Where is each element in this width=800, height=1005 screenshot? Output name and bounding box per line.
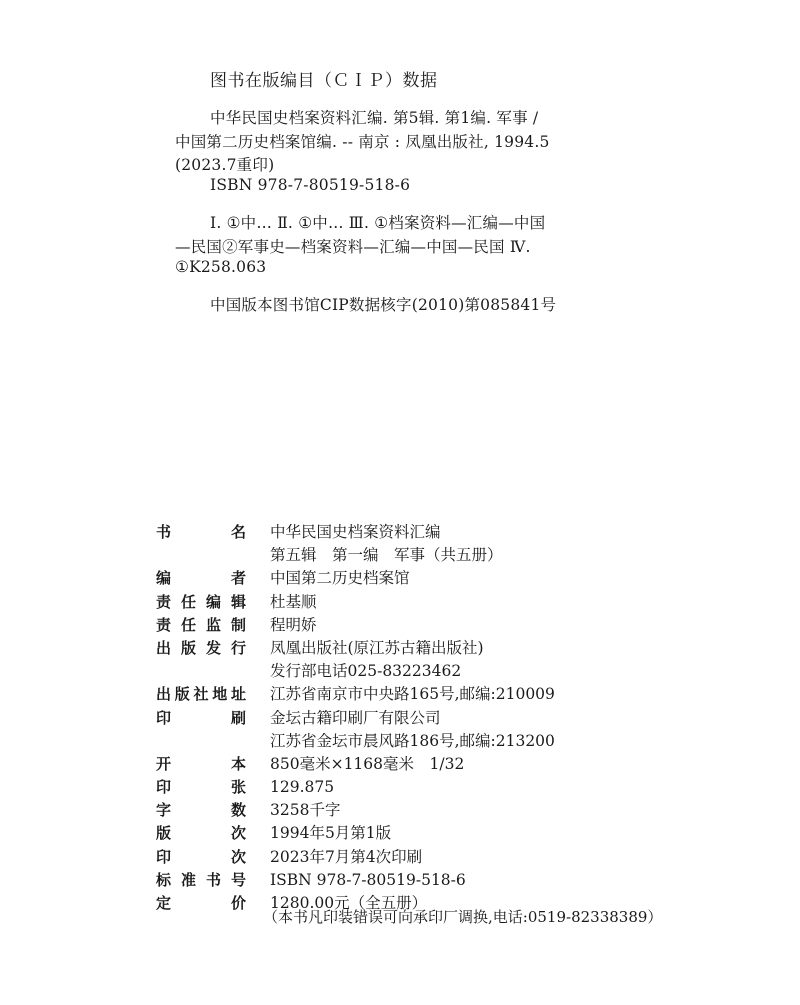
cip-record-line: ISBN 978-7-80519-518-6 — [210, 176, 411, 194]
cip-heading: 图书在版编目（ＣＩＰ）数据 — [210, 71, 438, 91]
cip-record-line: 中华民国史档案资料汇编. 第5辑. 第1编. 军事 / — [210, 109, 539, 127]
colophon-label-char: 号 — [230, 870, 246, 889]
colophon-value: 江苏省金坛市晨风路186号,邮编:213200 — [270, 731, 555, 750]
colophon-row — [156, 776, 716, 799]
cip-record-line: 中国第二历史档案馆编. -- 南京 : 凤凰出版社, 1994.5 — [175, 133, 550, 151]
colophon-label-char: 版 — [156, 824, 172, 843]
colophon-value: 凤凰出版社(原江苏古籍出版社) — [270, 638, 484, 657]
colophon-label — [156, 846, 246, 868]
colophon-value: 850毫米×1168毫米 1/32 — [270, 754, 465, 773]
colophon-label-char: 监 — [205, 615, 221, 634]
colophon-label — [156, 822, 246, 844]
colophon-value: 程明娇 — [270, 615, 317, 634]
colophon-label-char: 责 — [156, 615, 172, 634]
colophon-row — [156, 614, 716, 637]
colophon-row — [156, 544, 716, 567]
colophon-label-char: 辑 — [230, 592, 246, 611]
colophon-label-char: 者 — [230, 569, 246, 588]
colophon-label-char: 版 — [174, 685, 190, 704]
colophon-label-char: 责 — [156, 592, 172, 611]
colophon-label-char: 版 — [180, 638, 196, 657]
colophon-row — [156, 869, 716, 892]
colophon-label — [156, 892, 246, 914]
colophon-row — [156, 521, 716, 544]
colophon-label-char: 出 — [156, 685, 172, 704]
colophon-label-char: 发 — [205, 638, 221, 657]
colophon-label — [156, 567, 246, 589]
colophon-label-char: 字 — [156, 801, 172, 820]
colophon-label — [156, 521, 246, 543]
colophon-label-char: 编 — [156, 569, 172, 588]
colophon-label-char: 次 — [230, 824, 246, 843]
colophon-value: ISBN 978-7-80519-518-6 — [270, 870, 466, 889]
colophon-value: 1280.00元（全五册） — [270, 894, 428, 912]
colophon-label-char: 次 — [230, 847, 246, 866]
colophon-label-char: 准 — [180, 870, 196, 889]
colophon-row — [156, 730, 716, 753]
cip-classification-line: Ⅰ. ①中… Ⅱ. ①中… Ⅲ. ①档案资料—汇编—中国 — [210, 214, 546, 232]
colophon-label — [156, 753, 246, 775]
colophon-label-char: 行 — [230, 638, 246, 657]
colophon-label-char: 张 — [230, 778, 246, 797]
colophon-value: 江苏省南京市中央路165号,邮编:210009 — [270, 685, 555, 704]
colophon-label-char: 定 — [156, 894, 172, 912]
colophon-label-char: 编 — [205, 592, 221, 611]
colophon-label-char: 址 — [230, 685, 246, 704]
colophon-row — [156, 591, 716, 614]
colophon-row — [156, 567, 716, 590]
cip-record-line: (2023.7重印) — [175, 156, 275, 174]
colophon-label — [156, 799, 246, 821]
colophon-value: 发行部电话025-83223462 — [270, 662, 462, 681]
colophon-value: 中国第二历史档案馆 — [270, 569, 410, 588]
colophon-table — [156, 521, 716, 915]
cip-classification-line: —民国②军事史—档案资料—汇编—中国—民国 Ⅳ. — [175, 238, 531, 256]
colophon-label-char: 刷 — [230, 708, 246, 727]
colophon-label-char: 书 — [205, 870, 221, 889]
colophon-value: 第五辑 第一编 军事（共五册） — [270, 546, 503, 565]
colophon-label-char: 印 — [156, 708, 172, 727]
colophon-label — [156, 869, 246, 891]
colophon-value: 杜基顺 — [270, 592, 317, 611]
colophon-label-char: 价 — [230, 894, 246, 912]
cip-classification-line: ①K258.063 — [175, 258, 267, 276]
colophon-label-char: 数 — [230, 801, 246, 820]
colophon-row — [156, 753, 716, 776]
colophon-label-char: 标 — [156, 870, 172, 889]
colophon-value: 2023年7月第4次印刷 — [270, 847, 423, 866]
colophon-value: 1994年5月第1版 — [270, 824, 392, 843]
colophon-value: 129.875 — [270, 778, 335, 797]
cip-number: 中国版本图书馆CIP数据核字(2010)第085841号 — [210, 296, 557, 314]
colophon-label-char: 开 — [156, 754, 172, 773]
colophon-label-char: 印 — [156, 778, 172, 797]
colophon-label — [156, 683, 246, 705]
colophon-label-char: 任 — [180, 615, 196, 634]
errata-note: （本书凡印装错误可向承印厂调换,电话:0519-82338389） — [263, 908, 663, 926]
colophon-label-char: 制 — [230, 615, 246, 634]
colophon-value: 中华民国史档案资料汇编 — [270, 523, 441, 541]
colophon-label-char: 名 — [230, 523, 246, 541]
colophon-row — [156, 683, 716, 706]
colophon-row — [156, 637, 716, 660]
colophon-label-char: 书 — [156, 523, 172, 541]
colophon-row — [156, 822, 716, 845]
colophon-label — [156, 707, 246, 729]
colophon-label — [156, 776, 246, 798]
colophon-row — [156, 660, 716, 683]
colophon-label — [156, 591, 246, 613]
colophon-label — [156, 614, 246, 636]
colophon-row — [156, 846, 716, 869]
colophon-label-char: 本 — [230, 754, 246, 773]
colophon-row — [156, 707, 716, 730]
colophon-row — [156, 799, 716, 822]
colophon-label-char: 地 — [212, 685, 228, 704]
colophon-label-char: 出 — [156, 638, 172, 657]
colophon-value: 金坛古籍印刷厂有限公司 — [270, 708, 441, 727]
colophon-label-char: 任 — [180, 592, 196, 611]
colophon-value: 3258千字 — [270, 801, 341, 820]
colophon-label — [156, 637, 246, 659]
colophon-label-char: 社 — [193, 685, 209, 704]
colophon-label-char: 印 — [156, 847, 172, 866]
